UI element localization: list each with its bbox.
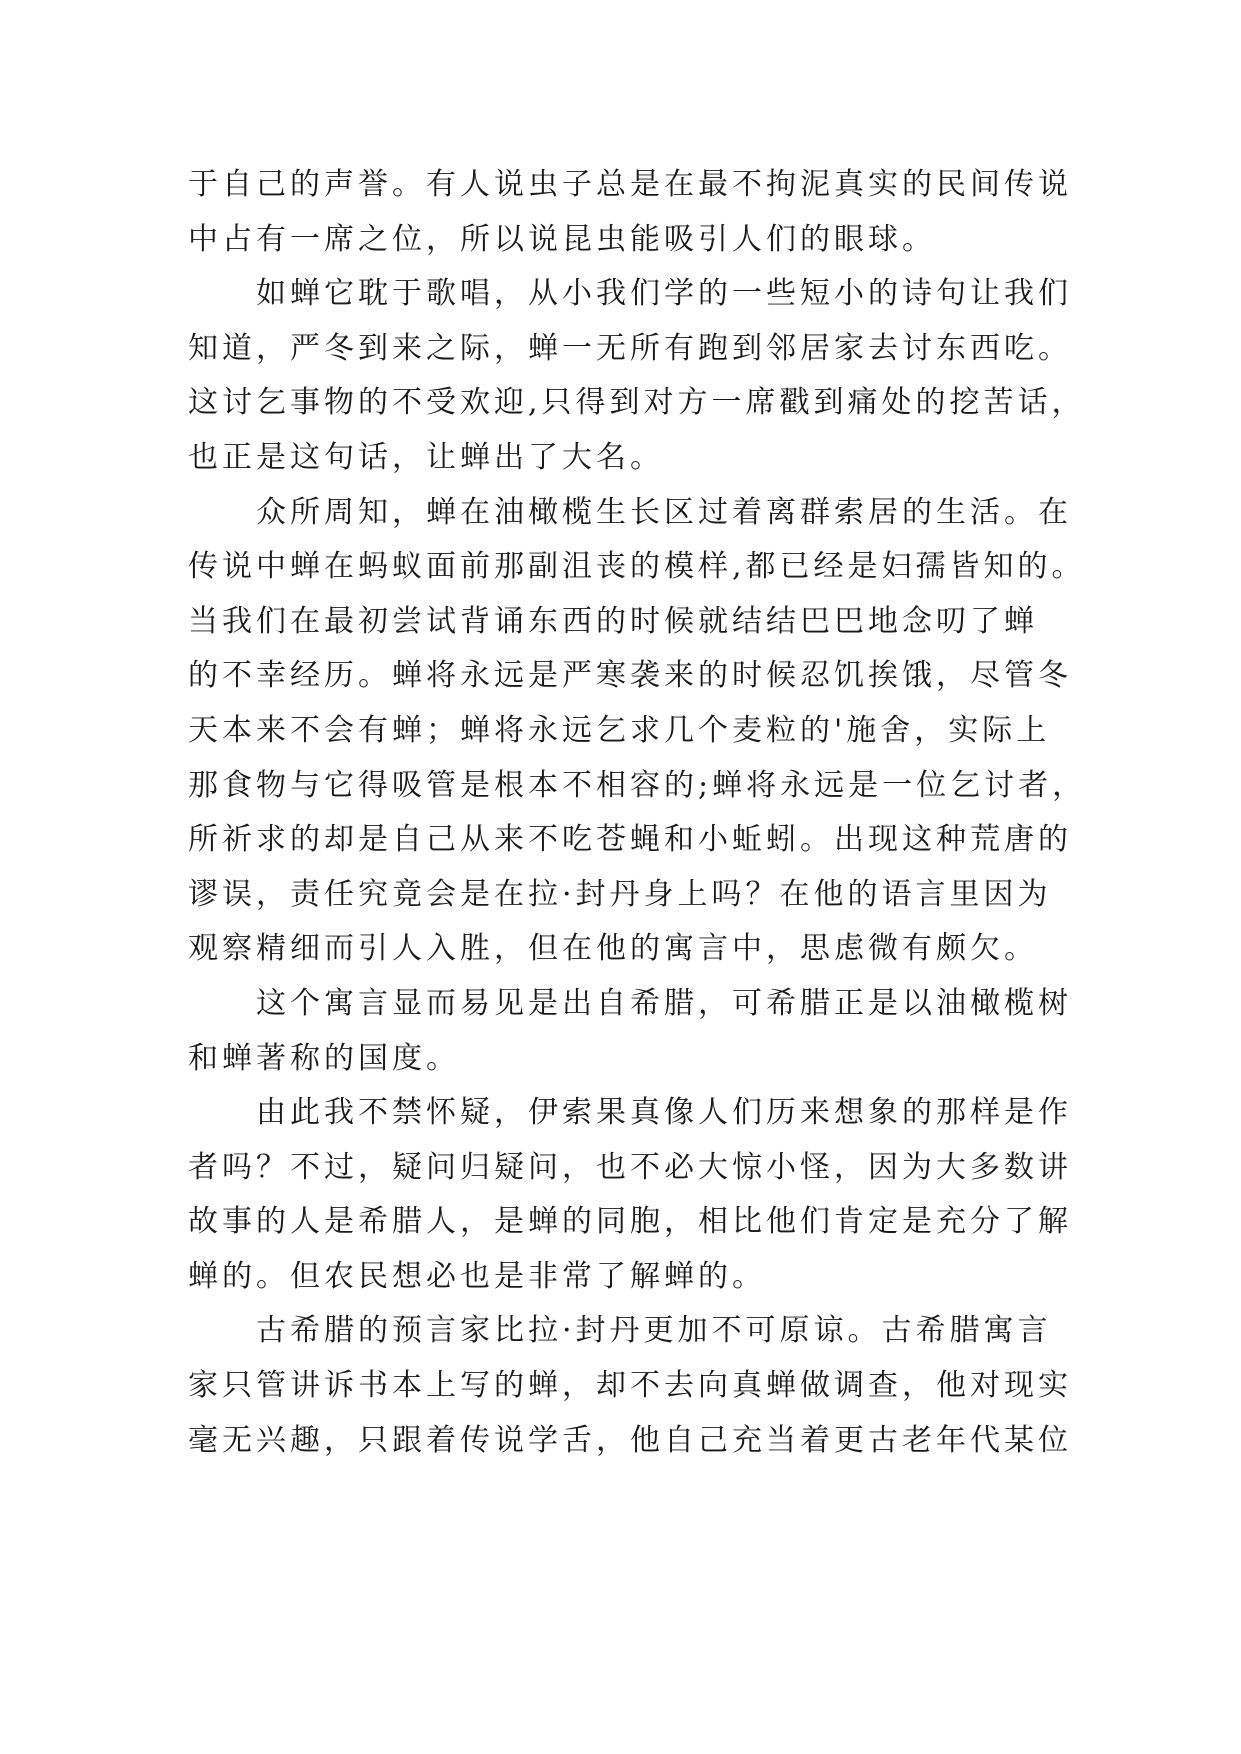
text-line: 于自己的声誉。有人说虫子总是在最不拘泥真实的民间传说 (188, 167, 1072, 202)
text-line: 众所周知，蝉在油橄榄生长区过着离群索居的生活。在 (256, 494, 1072, 530)
text-line: 这讨乞事物的不受欢迎,只得到对方一席戳到痛处的挖苦话， (188, 385, 1086, 421)
text-line: 这个寓言显而易见是出自希腊，可希腊正是以油橄榄树 (256, 985, 1072, 1021)
text-line: 古希腊的预言家比拉·封丹更加不可原谅。古希腊寓言 (256, 1313, 1052, 1349)
text-line: 中占有一席之位，所以说昆虫能吸引人们的眼球。 (188, 221, 936, 257)
text-line: 那食物与它得吸管是根本不相容的;蝉将永远是一位乞讨者， (188, 767, 1087, 803)
text-line: 当我们在最初尝试背诵东西的时候就结结巴巴地念叨了蝉 (188, 603, 1038, 639)
text-line: 天本来不会有蝉；蝉将永远乞求几个麦粒的'施舍，实际上 (188, 712, 1051, 748)
text-line: 谬误，责任究竟会是在拉·封丹身上吗？在他的语言里因为 (188, 876, 1052, 912)
text-line: 传说中蝉在蚂蚁面前那副沮丧的模样,都已经是妇孺皆知的。 (188, 549, 1086, 585)
text-line: 蝉的。但农民想必也是非常了解蝉的。 (188, 1258, 766, 1294)
text-line: 和蝉著称的国度。 (188, 1040, 460, 1076)
text-line: 知道，严冬到来之际，蝉一无所有跑到邻居家去讨东西吃。 (188, 330, 1072, 366)
text-line: 者吗？不过，疑问归疑问，也不必大惊小怪，因为大多数讲 (188, 1149, 1072, 1185)
text-line: 由此我不禁怀疑，伊索果真像人们历来想象的那样是作 (256, 1095, 1072, 1131)
text-line: 故事的人是希腊人，是蝉的同胞，相比他们肯定是充分了解 (188, 1204, 1072, 1240)
text-line: 所祈求的却是自己从来不吃苍蝇和小蚯蚓。出现这种荒唐的 (188, 822, 1072, 858)
body-text (188, 158, 1087, 1468)
text-line: 的不幸经历。蝉将永远是严寒袭来的时候忍饥挨饿，尽管冬 (188, 658, 1072, 694)
text-line: 毫无兴趣，只跟着传说学舌，他自己充当着更古老年代某位 (188, 1422, 1072, 1458)
text-line: 家只管讲诉书本上写的蝉，却不去向真蝉做调查，他对现实 (188, 1368, 1072, 1404)
text-line: 也正是这句话，让蝉出了大名。 (188, 439, 664, 475)
text-line: 观察精细而引人入胜，但在他的寓言中，思虑微有颇欠。 (188, 931, 1038, 967)
text-line: 如蝉它耽于歌唱，从小我们学的一些短小的诗句让我们 (256, 276, 1072, 312)
